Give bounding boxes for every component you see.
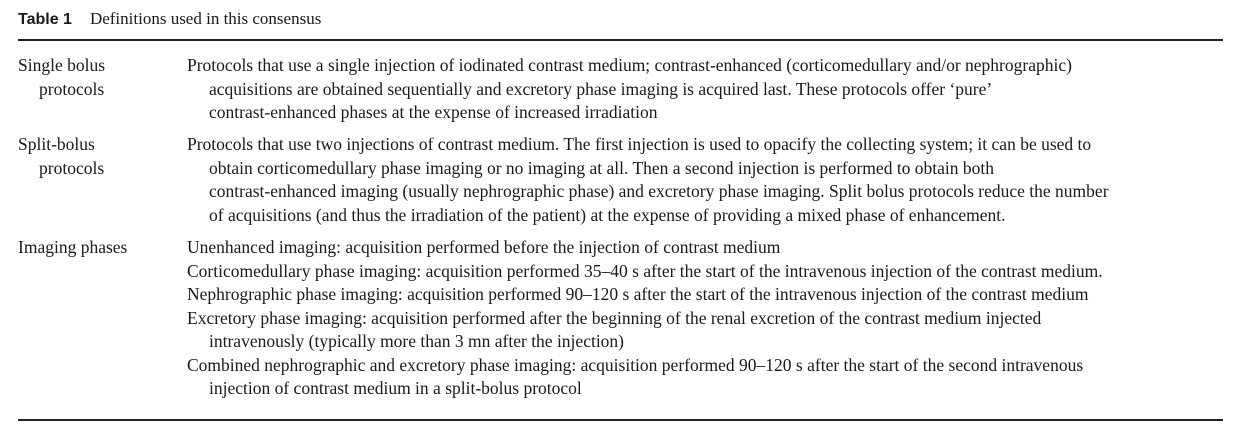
table-bottom-rule: [18, 419, 1223, 421]
definition-line: contrast-enhanced phases at the expense of increased irradiation: [209, 102, 658, 122]
row-term: [18, 236, 178, 260]
definition-line: Unenhanced imaging: acquisition performed before the injection of contrast medium: [187, 237, 781, 257]
row-definition: [187, 54, 1227, 125]
definition-line: Corticomedullary phase imaging: acquisition performed 35–40 s after the start of the intravenous injection of the contrast medium.: [187, 260, 1103, 281]
definition-line: Protocols that use a single injection of iodinated contrast medium; contrast-enhanced (corticomedullary and/or nephrographic): [187, 55, 1072, 75]
definition-line: Combined nephrographic and excretory phase imaging: acquisition performed 90–120 s after the start of the second intravenous: [187, 354, 1084, 375]
definition-line: acquisitions are obtained sequentially and excretory phase imaging is acquired last. These protocols offer ‘pure’: [209, 78, 993, 99]
definition-line: intravenously (typically more than 3 mn after the injection): [209, 331, 625, 351]
definition-line: contrast-enhanced imaging (usually nephrographic phase) and excretory phase imaging. Split bolus protocols reduce the number: [209, 181, 1109, 201]
definition-line: injection of contrast medium in a split-bolus protocol: [209, 378, 582, 398]
definition-line: of acquisitions (and thus the irradiation of the patient) at the expense of providing a mixed phase of enhancement.: [209, 204, 1006, 225]
term-line: Split-bolus: [18, 134, 95, 154]
table-caption: [18, 8, 321, 31]
table-label: Table 1: [18, 11, 72, 28]
definition-line: obtain corticomedullary phase imaging or no imaging at all. Then a second injection is performed to obtain both: [209, 157, 995, 178]
definition-line: Protocols that use two injections of contrast medium. The first injection is used to opacify the collecting system; it can be used to: [187, 134, 1092, 154]
table-title: Definitions used in this consensus: [89, 9, 322, 28]
term-line: Single bolus: [18, 55, 106, 75]
term-line: protocols: [39, 78, 105, 99]
term-line: Imaging phases: [18, 237, 128, 257]
definition-line: Nephrographic phase imaging: acquisition performed 90–120 s after the start of the intravenous injection of the contrast medium: [187, 284, 1089, 304]
row-term: [18, 133, 178, 180]
term-line: protocols: [39, 157, 105, 178]
table-top-rule: [18, 39, 1223, 41]
row-definition: [187, 133, 1227, 227]
row-definition: [187, 236, 1227, 401]
row-term: [18, 54, 178, 101]
definition-line: Excretory phase imaging: acquisition performed after the beginning of the renal excretion of the contrast medium injected: [187, 307, 1042, 328]
